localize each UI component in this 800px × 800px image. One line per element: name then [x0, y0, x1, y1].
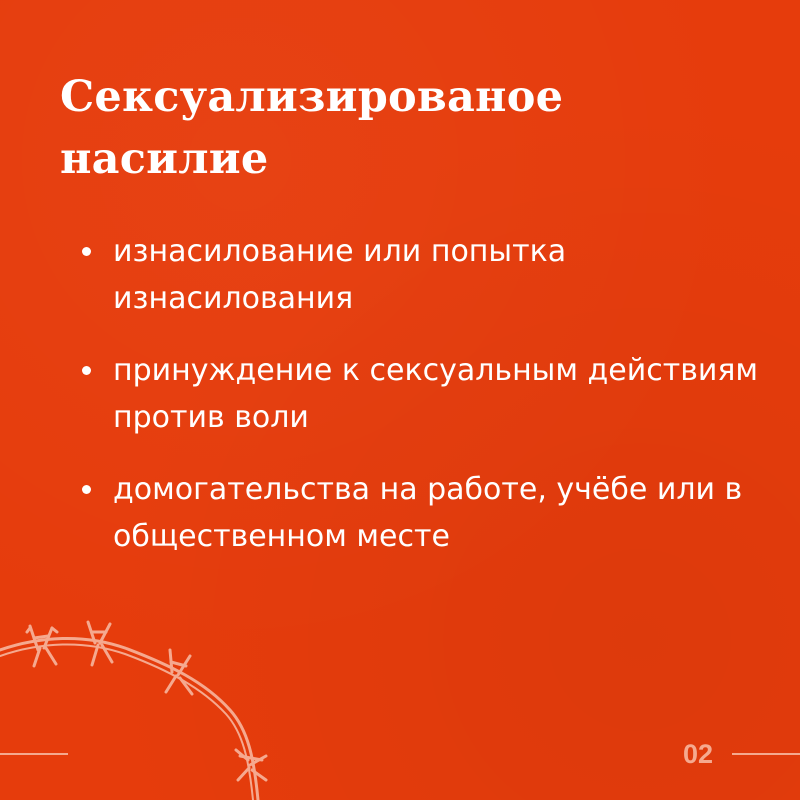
bullet-text: принуждение к сексуальным действиям против воли [113, 353, 759, 435]
bullet-text: домогательства на работе, учёбе или в общественном месте [113, 472, 743, 554]
bullet-item [78, 466, 768, 560]
bullet-dot-icon [82, 247, 91, 256]
footer-divider-right [732, 753, 800, 755]
page-number: 02 [682, 739, 714, 769]
bullet-item [78, 347, 768, 441]
bullet-dot-icon [82, 485, 91, 494]
bullet-item [78, 228, 768, 322]
slide-title: Сексуализированое насилие [60, 72, 564, 184]
footer-divider-left [0, 753, 68, 755]
bullet-text: изнасилование или попытка изнасилования [113, 234, 567, 316]
bullet-list [78, 228, 768, 585]
barbed-wire-icon [0, 610, 300, 800]
bullet-dot-icon [82, 366, 91, 375]
